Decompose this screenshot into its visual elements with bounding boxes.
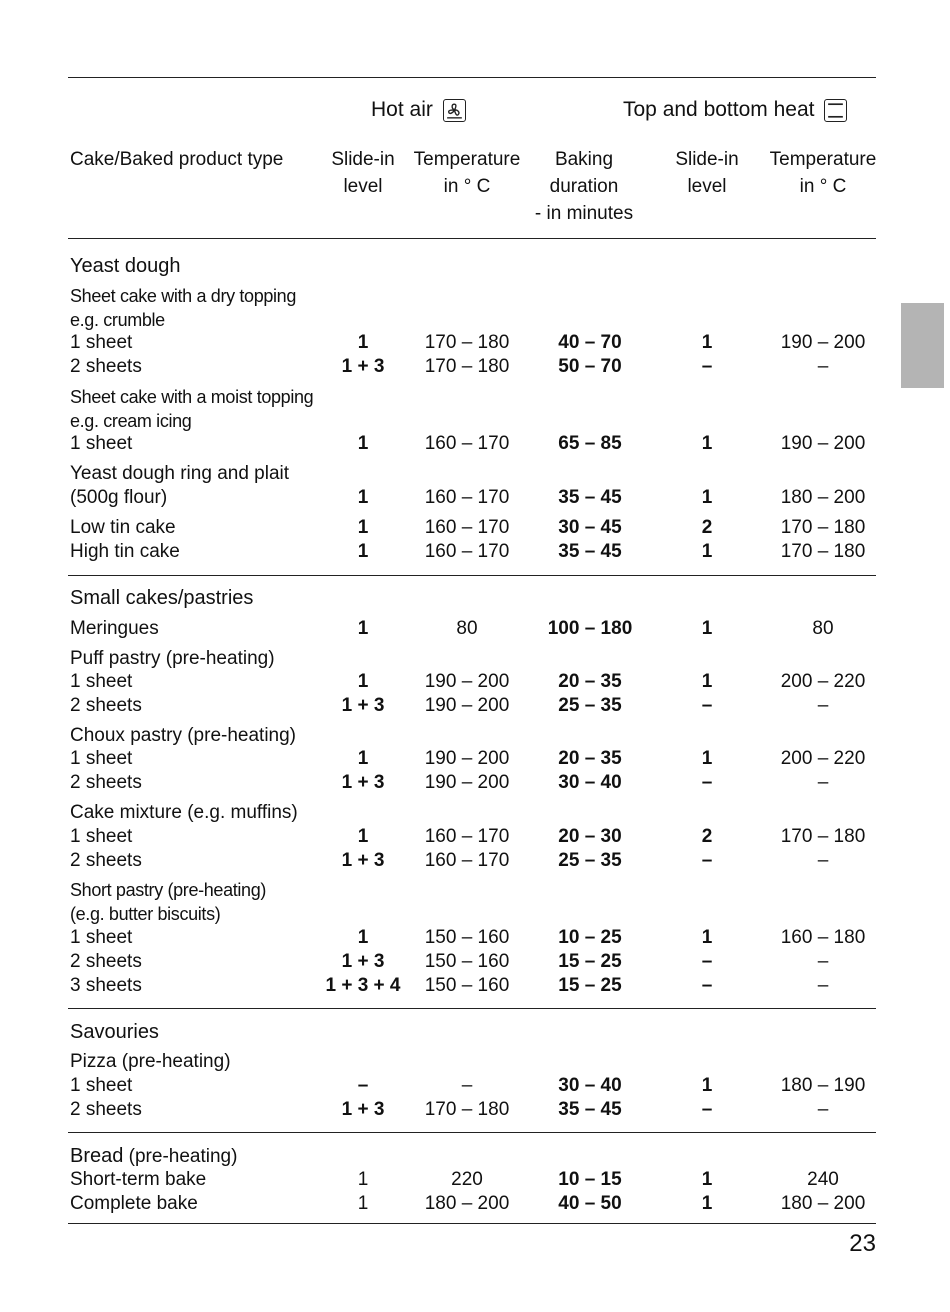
hot-air-temperature: 170 – 180 [424,1099,510,1120]
top-bottom-level: 1 [701,1075,713,1096]
top-bottom-level: 2 [701,517,713,538]
hot-air-level: 1 + 3 [341,695,385,716]
row-label: e.g. cream icing [70,411,192,431]
hot-air-temperature: 220 [451,1169,483,1190]
top-bottom-level: 1 [701,748,713,769]
table-row [0,849,950,873]
baking-duration: 10 – 25 [558,927,622,948]
hot-air-level: 1 [357,541,369,562]
col-type-label: Cake/Baked product type [70,149,284,170]
col-tb-temp-header [763,146,883,200]
top-bottom-level: – [701,695,713,716]
baking-duration: 10 – 15 [558,1169,622,1190]
table-row [0,878,950,902]
top-bottom-level: – [701,1099,713,1120]
table-row [0,617,950,641]
col-temp-line2: in ° C [443,176,491,197]
bottom-rule [68,1223,876,1224]
hot-air-temperature: 160 – 170 [424,517,510,538]
hot-air-temperature: 190 – 200 [424,772,510,793]
section-bread-suffix: (pre-heating) [123,1146,238,1167]
section-small-label: Small cakes/pastries [70,587,254,609]
hot-air-level: 1 [357,433,369,454]
baking-duration: 40 – 70 [558,332,622,353]
table-row [0,1192,950,1216]
row-label: 2 sheets [70,951,142,972]
table-row [0,926,950,950]
hot-air-temperature: 150 – 160 [424,975,510,996]
hot-air-level: 1 [357,517,369,538]
baking-duration: 35 – 45 [558,487,622,508]
row-label: 1 sheet [70,433,133,454]
row-label: 1 sheet [70,927,133,948]
top-bottom-temperature: 200 – 220 [780,748,866,769]
top-bottom-temperature: 240 [807,1169,839,1190]
row-label: 1 sheet [70,748,133,769]
baking-duration: 30 – 40 [558,772,622,793]
table-row [0,409,950,433]
top-bottom-temperature: – [817,1099,829,1120]
row-label: (e.g. butter biscuits) [70,904,221,924]
hot-air-level: 1 + 3 [341,850,385,871]
section-heading [0,1020,950,1044]
top-bottom-level: 1 [701,927,713,948]
table-row [0,540,950,564]
hot-air-level: 1 [357,1169,369,1190]
hot-air-temperature: 150 – 160 [424,927,510,948]
table-row [0,486,950,510]
hot-air-temperature: 170 – 180 [424,356,510,377]
top-bottom-level: 1 [701,541,713,562]
hot-air-level: 1 [357,1193,369,1214]
section-rule [68,575,876,576]
fan-oven-icon [443,99,466,122]
hot-air-temperature: 190 – 200 [424,695,510,716]
top-bottom-temperature: – [817,975,829,996]
table-row [0,385,950,409]
table-row [0,974,950,998]
hot-air-level: 1 + 3 + 4 [325,975,401,996]
hot-air-temperature: – [461,1075,473,1096]
hot-air-label: Hot air [371,98,433,121]
top-bottom-temperature: 170 – 180 [780,517,866,538]
top-bottom-level: 1 [701,1193,713,1214]
hot-air-level: 1 [357,332,369,353]
top-bottom-level: 1 [701,487,713,508]
section-savoury-label: Savouries [70,1021,159,1043]
table-row [0,647,950,671]
top-bottom-temperature: 180 – 200 [780,1193,866,1214]
top-bottom-temperature: 170 – 180 [780,826,866,847]
col-level-line1: Slide-in [331,149,395,170]
row-label: 1 sheet [70,671,133,692]
table-row [0,724,950,748]
top-bottom-temperature: – [817,772,829,793]
row-label: Yeast dough ring and plait [70,463,290,484]
baking-duration: 20 – 30 [558,826,622,847]
section-yeast-label: Yeast dough [70,255,181,277]
table-row [0,1168,950,1192]
hot-air-level: 1 [357,826,369,847]
top-bottom-temperature: – [817,850,829,871]
col-tb-temp-line2: in ° C [799,176,847,197]
col-duration-line3: - in minutes [534,203,634,224]
hot-air-level: 1 + 3 [341,951,385,972]
baking-duration: 20 – 35 [558,671,622,692]
baking-duration: 100 – 180 [547,618,633,639]
col-tb-level-line1: Slide-in [675,149,739,170]
col-tb-level-header [662,146,752,200]
table-row [0,747,950,771]
hot-air-temperature: 180 – 200 [424,1193,510,1214]
top-bottom-heading [623,98,847,122]
row-label: Short-term bake [70,1169,207,1190]
section-heading [0,1144,950,1168]
table-row [0,801,950,825]
hot-air-temperature: 160 – 170 [424,433,510,454]
top-bottom-temperature: – [817,356,829,377]
table-row [0,694,950,718]
hot-air-temperature: 160 – 170 [424,850,510,871]
hot-air-level: 1 + 3 [341,772,385,793]
hot-air-temperature: 170 – 180 [424,332,510,353]
hot-air-level: 1 [357,487,369,508]
top-bottom-level: – [701,356,713,377]
top-bottom-level: 1 [701,671,713,692]
top-bottom-level: – [701,850,713,871]
row-label: Puff pastry (pre-heating) [70,648,275,669]
top-bottom-temperature: – [817,695,829,716]
table-row [0,462,950,486]
top-bottom-heat-icon [824,99,847,122]
hot-air-level: 1 [357,671,369,692]
top-bottom-temperature: 180 – 190 [780,1075,866,1096]
top-bottom-level: – [701,772,713,793]
col-duration-line1: Baking [554,149,614,170]
section-rule [68,1132,876,1133]
row-label: Low tin cake [70,517,176,538]
header-rule [68,238,876,239]
page-number: 23 [849,1230,876,1257]
row-label: High tin cake [70,541,180,562]
row-label: Short pastry (pre-heating) [70,880,266,900]
section-bread-heading [70,1144,237,1169]
table-row [0,331,950,355]
baking-duration: 35 – 45 [558,1099,622,1120]
section-bread-label: Bread [70,1145,124,1167]
section-heading [0,254,950,278]
col-tb-level-line2: level [687,176,727,197]
hot-air-temperature: 160 – 170 [424,541,510,562]
col-temp-header [407,146,527,200]
col-level-header [318,146,408,200]
row-label: 2 sheets [70,356,142,377]
table-row [0,950,950,974]
col-level-line2: level [343,176,383,197]
table-row [0,355,950,379]
hot-air-level: – [357,1075,369,1096]
hot-air-level: 1 + 3 [341,1099,385,1120]
row-label: Sheet cake with a moist topping [70,387,314,407]
hot-air-heading [371,98,466,122]
hot-air-level: 1 [357,618,369,639]
top-bottom-temperature: 80 [812,618,834,639]
row-label: Choux pastry (pre-heating) [70,725,296,746]
col-duration-line2: duration [549,176,619,197]
hot-air-level: 1 + 3 [341,356,385,377]
table-row [0,1074,950,1098]
row-label: (500g flour) [70,487,168,508]
table-row [0,516,950,540]
top-bottom-level: – [701,951,713,972]
table-row [0,902,950,926]
hot-air-level: 1 [357,748,369,769]
row-label: Sheet cake with a dry topping [70,286,296,306]
row-label: 1 sheet [70,826,133,847]
row-label: Cake mixture (e.g. muffins) [70,802,298,823]
top-bottom-level: – [701,975,713,996]
table-row [0,670,950,694]
top-bottom-level: 1 [701,618,713,639]
col-tb-temp-line1: Temperature [769,149,877,170]
baking-duration: 15 – 25 [558,951,622,972]
row-label: Meringues [70,618,159,639]
row-label: 3 sheets [70,975,142,996]
hot-air-temperature: 190 – 200 [424,748,510,769]
top-bottom-level: 2 [701,826,713,847]
col-type-header [70,146,283,173]
baking-duration: 30 – 40 [558,1075,622,1096]
top-bottom-level: 1 [701,1169,713,1190]
table-row [0,771,950,795]
top-bottom-temperature: 180 – 200 [780,487,866,508]
baking-duration: 20 – 35 [558,748,622,769]
row-label: 2 sheets [70,772,142,793]
hot-air-temperature: 150 – 160 [424,951,510,972]
top-bottom-temperature: 170 – 180 [780,541,866,562]
baking-duration: 15 – 25 [558,975,622,996]
top-rule [68,77,876,78]
hot-air-level: 1 [357,927,369,948]
hot-air-temperature: 190 – 200 [424,671,510,692]
hot-air-temperature: 160 – 170 [424,487,510,508]
top-bottom-temperature: – [817,951,829,972]
row-label: Pizza (pre-heating) [70,1051,231,1072]
baking-duration: 30 – 45 [558,517,622,538]
table-row [0,284,950,308]
top-bottom-temperature: 190 – 200 [780,332,866,353]
baking-duration: 40 – 50 [558,1193,622,1214]
table-row [0,308,950,332]
col-temp-line1: Temperature [413,149,521,170]
top-bottom-temperature: 190 – 200 [780,433,866,454]
table-row [0,432,950,456]
top-bottom-temperature: 200 – 220 [780,671,866,692]
baking-duration: 25 – 35 [558,850,622,871]
row-label: 1 sheet [70,332,133,353]
hot-air-temperature: 160 – 170 [424,826,510,847]
section-rule [68,1008,876,1009]
row-label: 2 sheets [70,1099,142,1120]
baking-duration: 25 – 35 [558,695,622,716]
baking-duration: 65 – 85 [558,433,622,454]
table-row [0,825,950,849]
table-row [0,1098,950,1122]
top-bottom-level: 1 [701,332,713,353]
table-row [0,1050,950,1074]
top-bottom-level: 1 [701,433,713,454]
row-label: Complete bake [70,1193,198,1214]
row-label: 2 sheets [70,695,142,716]
col-duration-header [520,146,648,227]
baking-duration: 50 – 70 [558,356,622,377]
section-heading [0,586,950,610]
hot-air-temperature: 80 [456,618,478,639]
baking-duration: 35 – 45 [558,541,622,562]
row-label: e.g. crumble [70,310,165,330]
top-bottom-temperature: 160 – 180 [780,927,866,948]
row-label: 2 sheets [70,850,142,871]
top-bottom-label: Top and bottom heat [623,98,815,121]
row-label: 1 sheet [70,1075,133,1096]
